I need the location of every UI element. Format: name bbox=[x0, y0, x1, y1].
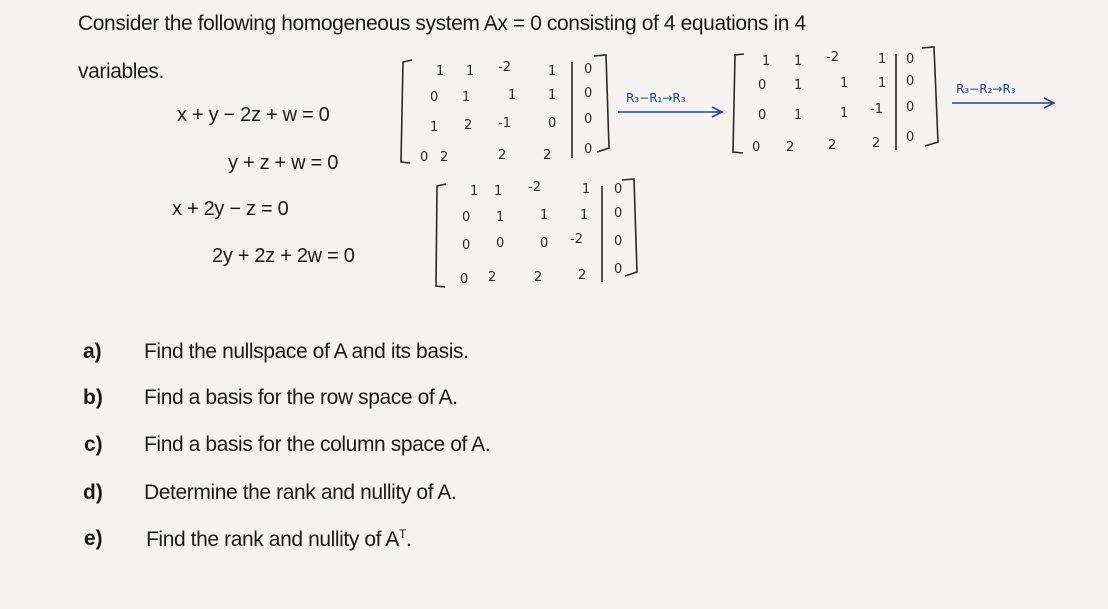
matrix2-left-bracket bbox=[733, 54, 744, 153]
matrix2-cell: 2 bbox=[828, 138, 837, 153]
matrix1-cell: 0 bbox=[584, 86, 593, 101]
matrix1-cell: 2 bbox=[498, 148, 507, 163]
question-b-label: b) bbox=[83, 386, 103, 409]
matrix2-cell: 1 bbox=[878, 76, 887, 91]
question-e-body: Find the rank and nullity of A bbox=[146, 528, 399, 551]
matrix2-cell: 1 bbox=[794, 78, 803, 93]
matrix1-cell: 1 bbox=[466, 64, 475, 79]
matrix1-cell: 1 bbox=[462, 90, 471, 105]
transpose-superscript: T bbox=[399, 527, 406, 541]
matrix3-cell: 0 bbox=[462, 238, 471, 253]
matrix1-cell: 1 bbox=[430, 120, 439, 135]
matrix1-cell: 2 bbox=[464, 118, 473, 133]
row-operation-1: R₃−R₁→R₃ bbox=[626, 91, 686, 105]
matrix2-cell: -1 bbox=[870, 102, 883, 117]
matrix2-cell: 2 bbox=[872, 136, 881, 151]
matrix3-cell: 1 bbox=[470, 184, 479, 199]
intro-line-1: Consider the following homogeneous system Ax = 0 consisting of 4 equations in 4 bbox=[78, 12, 806, 35]
matrix2-cell: -2 bbox=[826, 50, 839, 65]
matrix3-cell: 2 bbox=[534, 270, 543, 285]
matrix2-cell: 1 bbox=[878, 52, 887, 67]
equation-1: x + y − 2z + w = 0 bbox=[177, 104, 330, 126]
matrix1-cell: 2 bbox=[440, 150, 449, 165]
matrix3-cell: 0 bbox=[614, 182, 623, 197]
matrix2-cell: 1 bbox=[794, 108, 803, 123]
matrix1-cell: 1 bbox=[548, 88, 557, 103]
matrix1-cell: 0 bbox=[584, 142, 593, 157]
question-e-label: e) bbox=[84, 527, 103, 550]
matrix3-cell: 0 bbox=[460, 272, 469, 287]
matrix2-cell: 0 bbox=[906, 52, 915, 67]
matrix1-cell: 0 bbox=[548, 116, 557, 131]
matrix1-cell: 0 bbox=[420, 150, 429, 165]
matrix3-cell: 2 bbox=[578, 268, 587, 283]
question-d-text: Determine the rank and nullity of A. bbox=[144, 481, 457, 504]
matrix1-cell: 1 bbox=[508, 88, 517, 103]
matrix1-cell: 0 bbox=[584, 62, 593, 77]
row-operation-2: R₃−R₂→R₃ bbox=[956, 82, 1016, 96]
matrix1-cell: 2 bbox=[543, 148, 552, 163]
matrix1-cell: -2 bbox=[498, 60, 511, 75]
matrix2-right-bracket bbox=[922, 47, 938, 146]
matrix1-cell: -1 bbox=[498, 116, 511, 131]
matrix2-cell: 0 bbox=[906, 130, 915, 145]
matrix3-cell: 0 bbox=[614, 262, 623, 277]
matrix2-cell: 1 bbox=[794, 54, 803, 69]
matrix2-cell: 1 bbox=[840, 76, 849, 91]
matrix2-cell: 0 bbox=[752, 140, 761, 155]
matrix3-cell: 0 bbox=[462, 210, 471, 225]
matrix3-cell: 1 bbox=[580, 208, 589, 223]
matrix2-cell: 2 bbox=[786, 140, 795, 155]
matrix3-cell: 1 bbox=[494, 184, 503, 199]
matrix1-cell: 0 bbox=[430, 90, 439, 105]
question-c-label: c) bbox=[84, 433, 103, 456]
question-a-label: a) bbox=[83, 340, 102, 363]
matrix3-cell: 0 bbox=[614, 234, 623, 249]
matrix2-cell: 0 bbox=[758, 78, 767, 93]
equation-3: x + 2y − z = 0 bbox=[172, 198, 289, 220]
matrix3-cell: 2 bbox=[488, 270, 497, 285]
matrix3-cell: 0 bbox=[496, 236, 505, 251]
matrix2-cell: 0 bbox=[906, 100, 915, 115]
equation-4: 2y + 2z + 2w = 0 bbox=[212, 245, 355, 267]
question-e-period: . bbox=[405, 528, 412, 551]
matrix1-right-bracket bbox=[594, 55, 609, 152]
matrix2-cell: 1 bbox=[840, 106, 849, 121]
matrix3-right-bracket bbox=[622, 179, 637, 276]
question-a-text: Find the nullspace of A and its basis. bbox=[144, 340, 469, 363]
matrix1-cell: 1 bbox=[436, 64, 445, 79]
matrix3-cell: -2 bbox=[528, 180, 541, 195]
matrix2-cell: 0 bbox=[758, 108, 767, 123]
question-b-text: Find a basis for the row space of A. bbox=[144, 386, 458, 409]
matrix1-cell: 1 bbox=[548, 64, 557, 79]
matrix3-left-bracket bbox=[436, 184, 446, 287]
intro-line-2: variables. bbox=[78, 60, 164, 83]
matrix3-cell: -2 bbox=[570, 232, 583, 247]
matrix1-left-bracket bbox=[401, 60, 412, 163]
question-d-label: d) bbox=[83, 481, 103, 504]
matrix2-cell: 0 bbox=[906, 74, 915, 89]
matrix3-cell: 0 bbox=[614, 206, 623, 221]
matrix3-cell: 1 bbox=[582, 182, 591, 197]
matrix3-cell: 1 bbox=[540, 208, 549, 223]
question-c-text: Find a basis for the column space of A. bbox=[144, 433, 491, 456]
matrix3-cell: 0 bbox=[540, 236, 549, 251]
matrix2-cell: 1 bbox=[762, 54, 771, 69]
question-e-text bbox=[146, 527, 411, 552]
matrix1-cell: 0 bbox=[584, 112, 593, 127]
matrix3-cell: 1 bbox=[496, 210, 505, 225]
equation-2: y + z + w = 0 bbox=[228, 152, 339, 174]
